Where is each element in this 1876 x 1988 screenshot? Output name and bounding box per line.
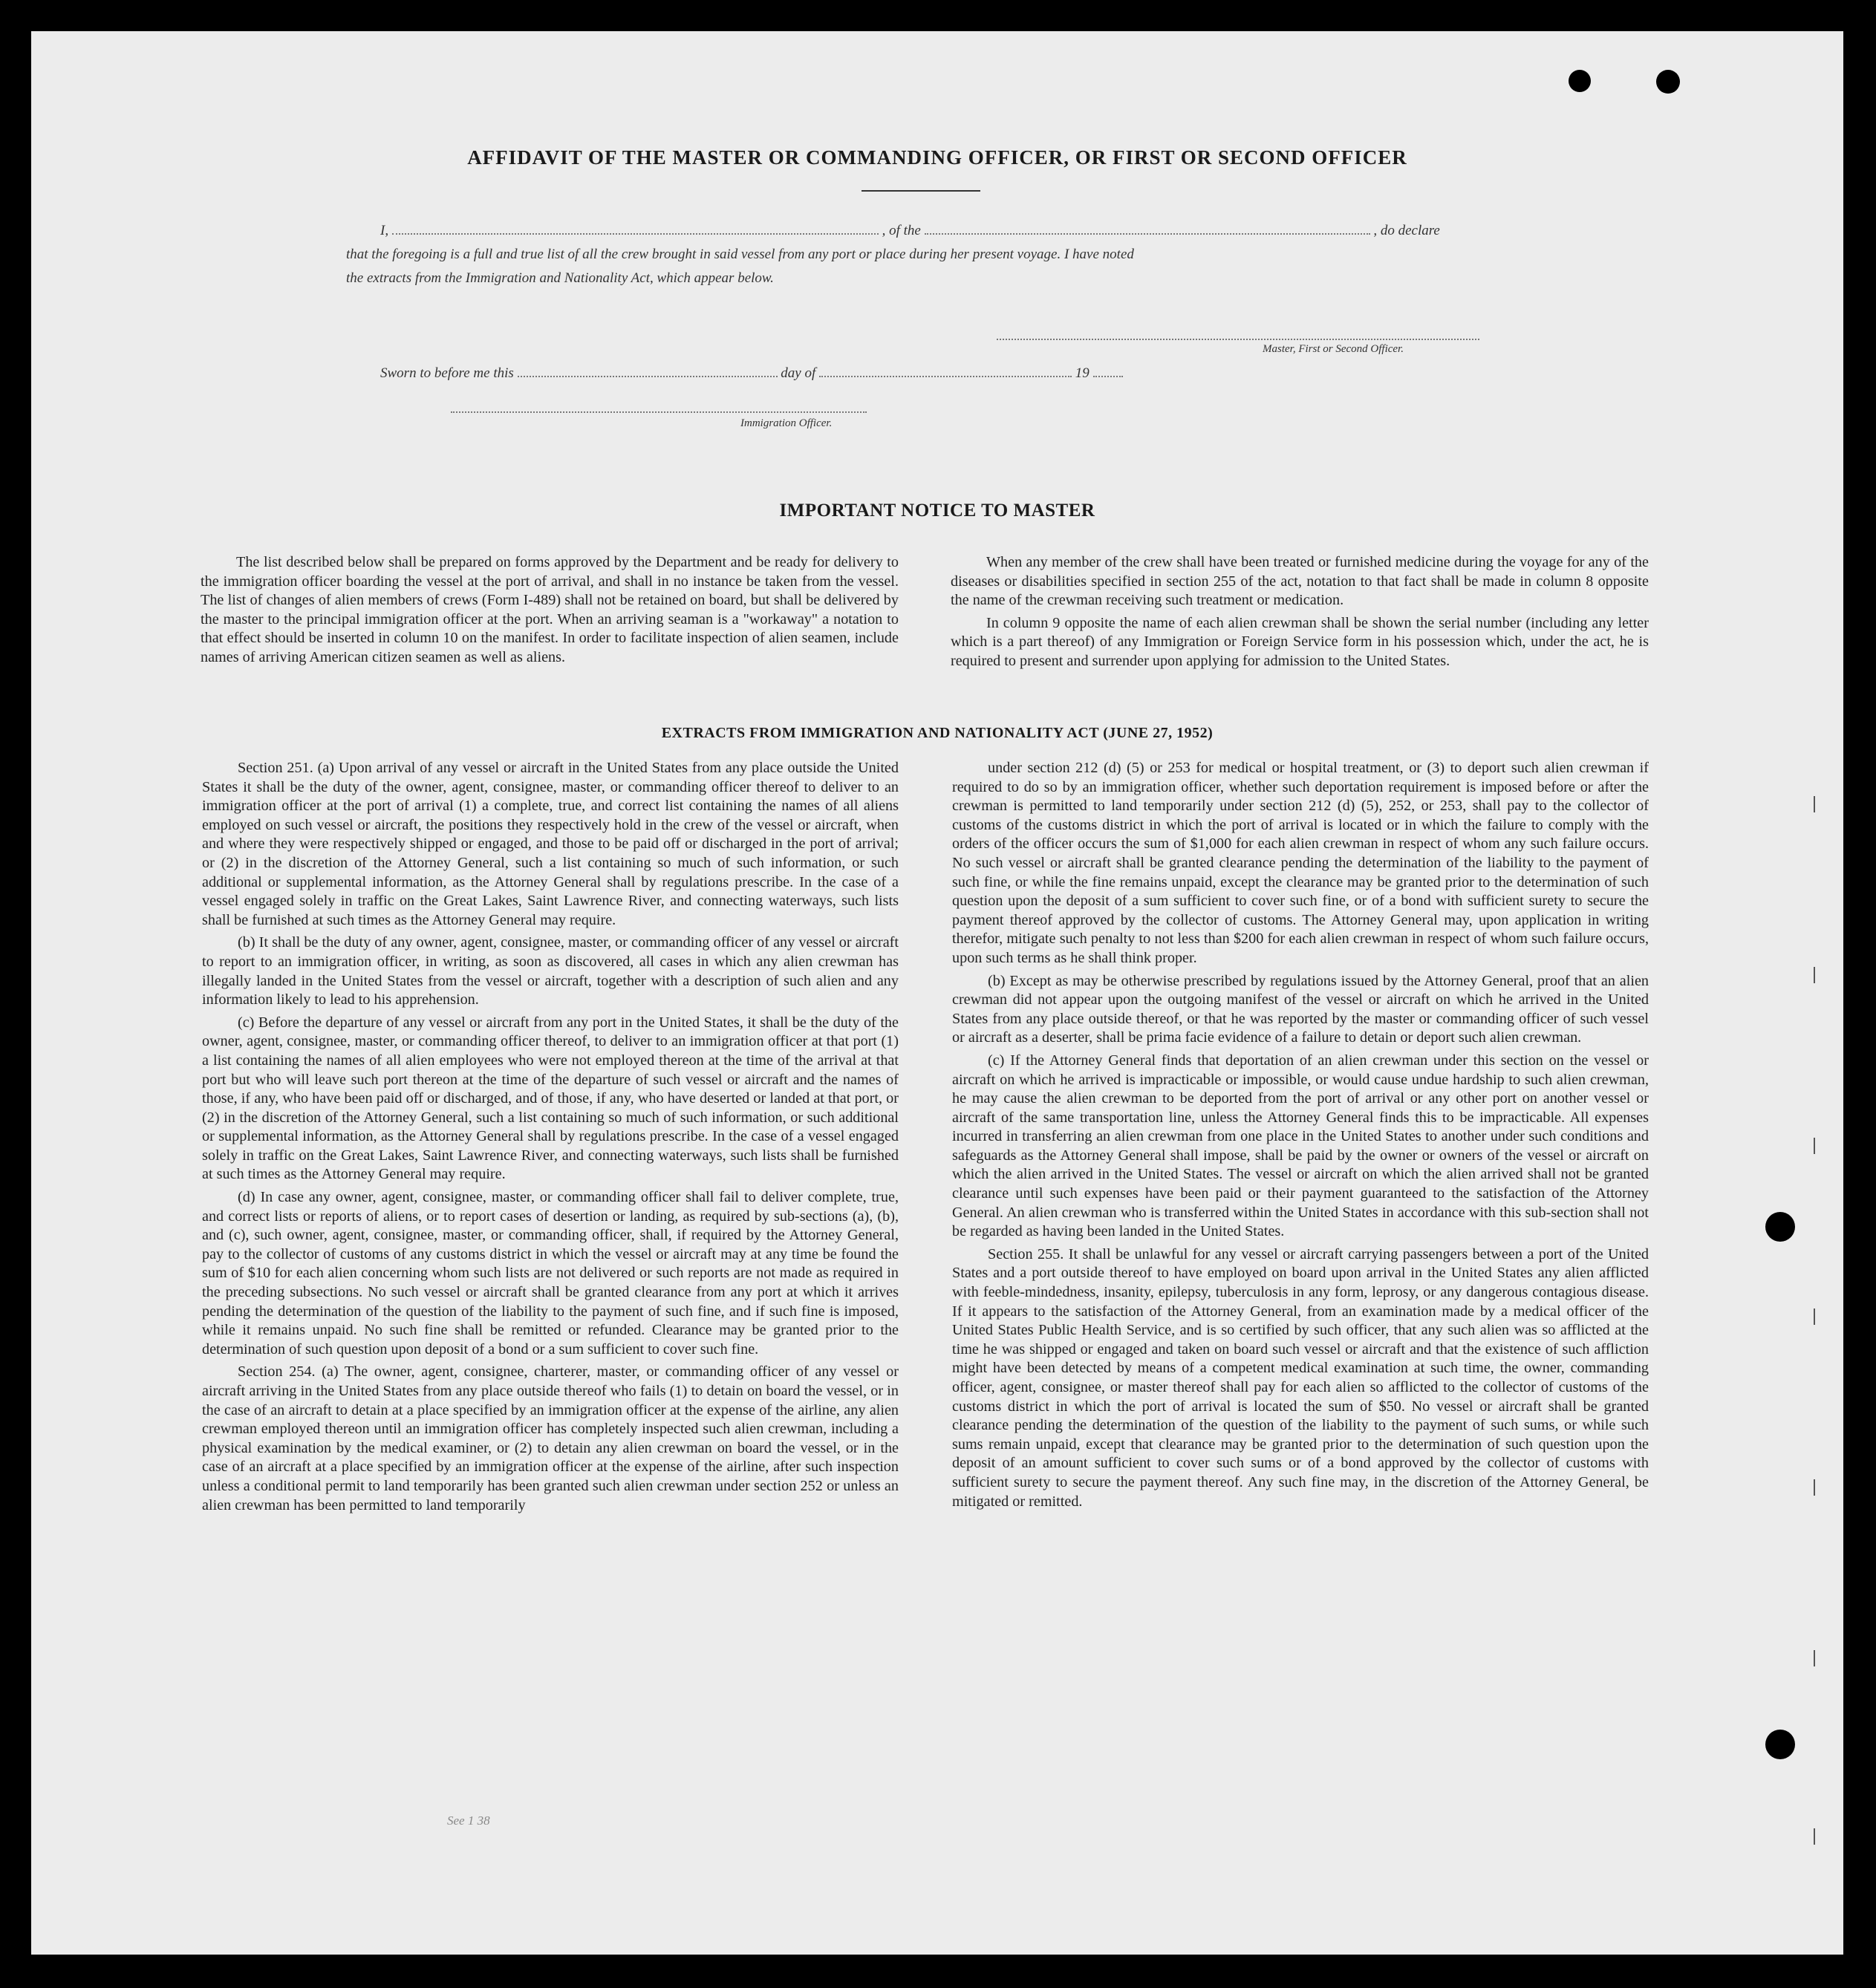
notice-right-column <box>951 553 1649 675</box>
section-251-b: (b) It shall be the duty of any owner, agent, consignee, master, or commanding officer of any vessel or aircraft to report to an immigration officer, in writing, as soon as discovered, all cases in which any alien crewman has illegally landed in the United States from the vessel or aircraft, together with a description of such alien and any information likely to lead to his apprehension. <box>202 934 899 1008</box>
section-254-a-continued: under section 212 (d) (5) or 253 for medical or hospital treatment, or (3) to deport such alien crewman if required to do so by an immigration officer, whether such deportation requirement is imposed before or after the crewman is permitted to land temporarily under section 212 (d) (5), 252, or 253, shall pay to the collector of customs of the customs district in which the port of arrival is located or in which the failure to comply with the orders of the officer occurs the sum of $1,000 for each alien crewman in respect of whom any such failure occurs. No such vessel or aircraft shall be granted clearance pending the determination of the liability to the payment of such fine, or while the fine remains unpaid, except the clearance may be granted prior to the determination of such question upon the deposit of a sum sufficient to cover such fine, or of a bond with sufficient surety to secure the payment thereof approved by the collector of customs. The Attorney General may, upon application in writing therefor, mitigate such penalty to not less than $200 for each alien crewman in respect of whom such failure occurs, upon such terms as he shall think proper. <box>952 760 1649 966</box>
title-divider <box>862 190 980 192</box>
margin-tick <box>1814 1479 1815 1496</box>
affidavit-title: AFFIDAVIT OF THE MASTER OR COMMANDING OFFICER, OR FIRST OR SECOND OFFICER <box>467 146 1407 169</box>
affidavit-line-3: the extracts from the Immigration and Nationality Act, which appear below. <box>346 270 774 286</box>
vessel-blank[interactable] <box>925 233 1370 235</box>
day-number-blank[interactable] <box>518 376 778 377</box>
sworn-line <box>380 365 1123 382</box>
extracts-left-column <box>202 759 899 1519</box>
section-254-a: Section 254. (a) The owner, agent, consignee, charterer, master, or commanding officer of any vessel or aircraft arriving in the United States from any place outside thereof who fails (1) to detain on board the vessel, or in the case of an aircraft to detain at a place specified by an immigration officer at the expense of the airline, any alien crewman employed thereon until an immigration officer has completely inspected such alien crewman, including a physical examination by the medical examiner, or (2) to detain any alien crewman on board the vessel, or in the case of an aircraft at a place specified by an immigration officer at the expense of the airline, after such inspection unless a conditional permit to land temporarily has been granted such alien crewman under section 252 or unless an alien crewman has been permitted to land temporarily <box>202 1363 899 1513</box>
margin-tick <box>1814 1309 1815 1325</box>
punch-hole <box>1765 1730 1795 1759</box>
margin-tick <box>1814 1138 1815 1154</box>
margin-note: See 1 38 <box>447 1813 490 1828</box>
name-blank[interactable] <box>392 233 879 235</box>
master-signature-line[interactable] <box>997 339 1479 340</box>
sworn-label: Sworn to before me this <box>380 365 514 381</box>
section-251-a: Section 251. (a) Upon arrival of any vessel or aircraft in the United States from any place outside the United States it shall be the duty of the owner, agent, consignee, master, or commanding officer thereof to deliver to an immigration officer at the port of arrival (1) a complete, true, and correct list containing the names of all aliens employed on such vessel or aircraft, the positions they respectively hold in the crew of the vessel or aircraft, when and where they were respectively shipped or engaged, and those to be paid off or discharged in the port of arrival; or (2) in the discretion of the Attorney General, such a list containing so much of such information, or such additional or supplemental information, as the Attorney General shall by regulations prescribe. In the case of a vessel engaged solely in traffic on the Great Lakes, Saint Lawrence River, and connecting waterways, such lists shall be furnished at such times as the Attorney General may require. <box>202 760 899 928</box>
affidavit-of-the-label: , of the <box>882 223 921 238</box>
affidavit-line-1 <box>380 223 1440 239</box>
affidavit-i-label: I, <box>380 223 389 238</box>
margin-tick <box>1814 1650 1815 1666</box>
year-label: 19 <box>1075 365 1090 381</box>
notice-paragraph: When any member of the crew shall have been treated or furnished medicine during the voyage for any of the diseases or disabilities specified in section 255 of the act, notation to that fact shall be made in column 8 opposite the name of the crewman receiving such treatment or medication. <box>951 554 1649 609</box>
officer-signature-line[interactable] <box>451 411 867 413</box>
master-label: Master, First or Second Officer. <box>1263 343 1404 355</box>
extracts-right-column <box>952 759 1649 1515</box>
punch-hole <box>1765 1212 1795 1242</box>
margin-tick <box>1814 1828 1815 1845</box>
year-blank[interactable] <box>1093 376 1123 377</box>
margin-tick <box>1814 967 1815 983</box>
section-254-b: (b) Except as may be otherwise prescribed by regulations issued by the Attorney General, proof that an alien crewman did not appear upon the outgoing manifest of the vessel or aircraft on which he arrived in the United States from any place outside thereof, or that he was reported by the master or commanding officer of such vessel or aircraft as a deserter, shall be prima facie evidence of a failure to detain or deport such alien crewman. <box>952 972 1649 1046</box>
notice-paragraph: The list described below shall be prepared on forms approved by the Department and be ready for delivery to the immigration officer boarding the vessel at the port of arrival, and shall in no instance be taken from the vessel. The list of changes of alien members of crews (Form I-489) shall not be retained on board, but shall be delivered by the master to the principal immigration officer at the port. When an arriving seaman is a "workaway" a notation to that effect should be inserted in column 10 on the manifest. In order to facilitate inspection of alien seamen, include names of arriving American citizen seamen as well as aliens. <box>201 554 899 665</box>
day-of-label: day of <box>781 365 816 381</box>
section-251-c: (c) Before the departure of any vessel or aircraft from any port in the United States, it shall be the duty of the owner, agent, consignee, master, or commanding officer thereof, to deliver to an immigration officer at that port (1) a list containing the names of all alien employees who were not employed thereon at the time of the arrival at that port but who will leave such port thereon at the time of the departure of such vessel or aircraft and the names of those, if any, who have been paid off or discharged, and of those, if any, who have deserted or landed at that port, or (2) in the discretion of the Attorney General, such a list containing so much of such information, or such additional or supplemental information, as the Attorney General shall by regulations prescribe. In the case of a vessel engaged solely in traffic on the Great Lakes, Saint Lawrence River, and connecting waterways, such lists shall be furnished at such times as the Attorney General may require. <box>202 1014 899 1183</box>
punch-hole <box>1656 70 1680 94</box>
section-254-c: (c) If the Attorney General finds that deportation of an alien crewman under this section on the vessel or aircraft on which he arrived is impracticable or impossible, or would cause undue hardship to such alien crewman, he may cause the alien crewman to be deported from the port of arrival or any other port on another vessel or aircraft of the same transportation line, unless the Attorney General finds this to be impracticable. All expenses incurred in transferring an alien crewman from one place in the United States to another under such conditions and safeguards as the Attorney General shall impose, shall be paid by the owner or owners of the vessel or aircraft on which the alien arrived in the United States. The vessel or aircraft on which the alien arrived shall not be granted clearance until such expenses have been paid or their payment guaranteed to the satisfaction of the Attorney General. An alien crewman who is transferred within the United States in accordance with this sub-section shall not be regarded as having been landed in the United States. <box>952 1052 1649 1240</box>
punch-hole <box>1569 70 1591 92</box>
margin-tick <box>1814 796 1815 812</box>
document-page <box>31 31 1843 1955</box>
extracts-title: EXTRACTS FROM IMMIGRATION AND NATIONALITY ACT (JUNE 27, 1952) <box>661 725 1214 741</box>
month-blank[interactable] <box>819 376 1072 377</box>
immigration-officer-label: Immigration Officer. <box>740 417 833 429</box>
section-251-d: (d) In case any owner, agent, consignee, master, or commanding officer shall fail to deliver complete, true, and correct lists or reports of aliens, or to report cases of desertion or landing, as required by sub-sections (a), (b), and (c), such owner, agent, consignee, master, or commanding officer, shall, if required by the Attorney General, pay to the collector of customs of any customs district in which the vessel or aircraft may at any time be found the sum of $10 for each alien concerning whom such lists are not delivered or such reports are not made as required in the preceding subsections. No such vessel or aircraft shall be granted clearance from any port at which it arrives pending the determination of the question of the liability to the payment of such fine, and if such fine is imposed, while it remains unpaid. No such fine shall be remitted or refunded. Clearance may be granted prior to the determination of such question upon deposit of a bond or a sum sufficient to cover such fine. <box>202 1189 899 1358</box>
affidavit-line-2: that the foregoing is a full and true list of all the crew brought in said vessel from any port or place during her present voyage. I have noted <box>346 247 1134 262</box>
affidavit-declare-label: , do declare <box>1373 223 1440 238</box>
notice-left-column <box>201 553 899 671</box>
notice-title: IMPORTANT NOTICE TO MASTER <box>779 501 1095 521</box>
section-255: Section 255. It shall be unlawful for any vessel or aircraft carrying passengers between a port of the United States and a port outside thereof to have employed on board upon arrival in the United States any alien afflicted with feeble-mindedness, insanity, epilepsy, tuberculosis in any form, leprosy, or any dangerous contagious disease. If it appears to the satisfaction of the Attorney General, from an examination made by a medical officer of the United States Public Health Service, and is so certified by such officer, that any such alien was so afflicted at the time he was shipped or engaged and taken on board such vessel or aircraft and that the existence of such affliction might have been detected by means of a competent medical examination at such time, the owner, commanding officer, agent, consignee, or master thereof shall pay for each alien so afflicted to the collector of customs of the customs district in which the port of arrival is located the sum of $50. No vessel or aircraft shall be granted clearance pending the determination of the question of the liability to the payment of such sums, or while such sums remain unpaid, except that clearance may be granted prior to the determination of such question upon the deposit of an amount sufficient to cover such sums or of a bond approved by the collector of customs with sufficient surety to secure the payment thereof. Any such fine may, in the discretion of the Attorney General, be mitigated or remitted. <box>952 1245 1649 1510</box>
notice-paragraph: In column 9 opposite the name of each alien crewman shall be shown the serial number (including any letter which is a part thereof) of any Immigration or Foreign Service form in his possession which, under the act, he is required to present and surrender upon applying for admission to the United States. <box>951 614 1649 669</box>
